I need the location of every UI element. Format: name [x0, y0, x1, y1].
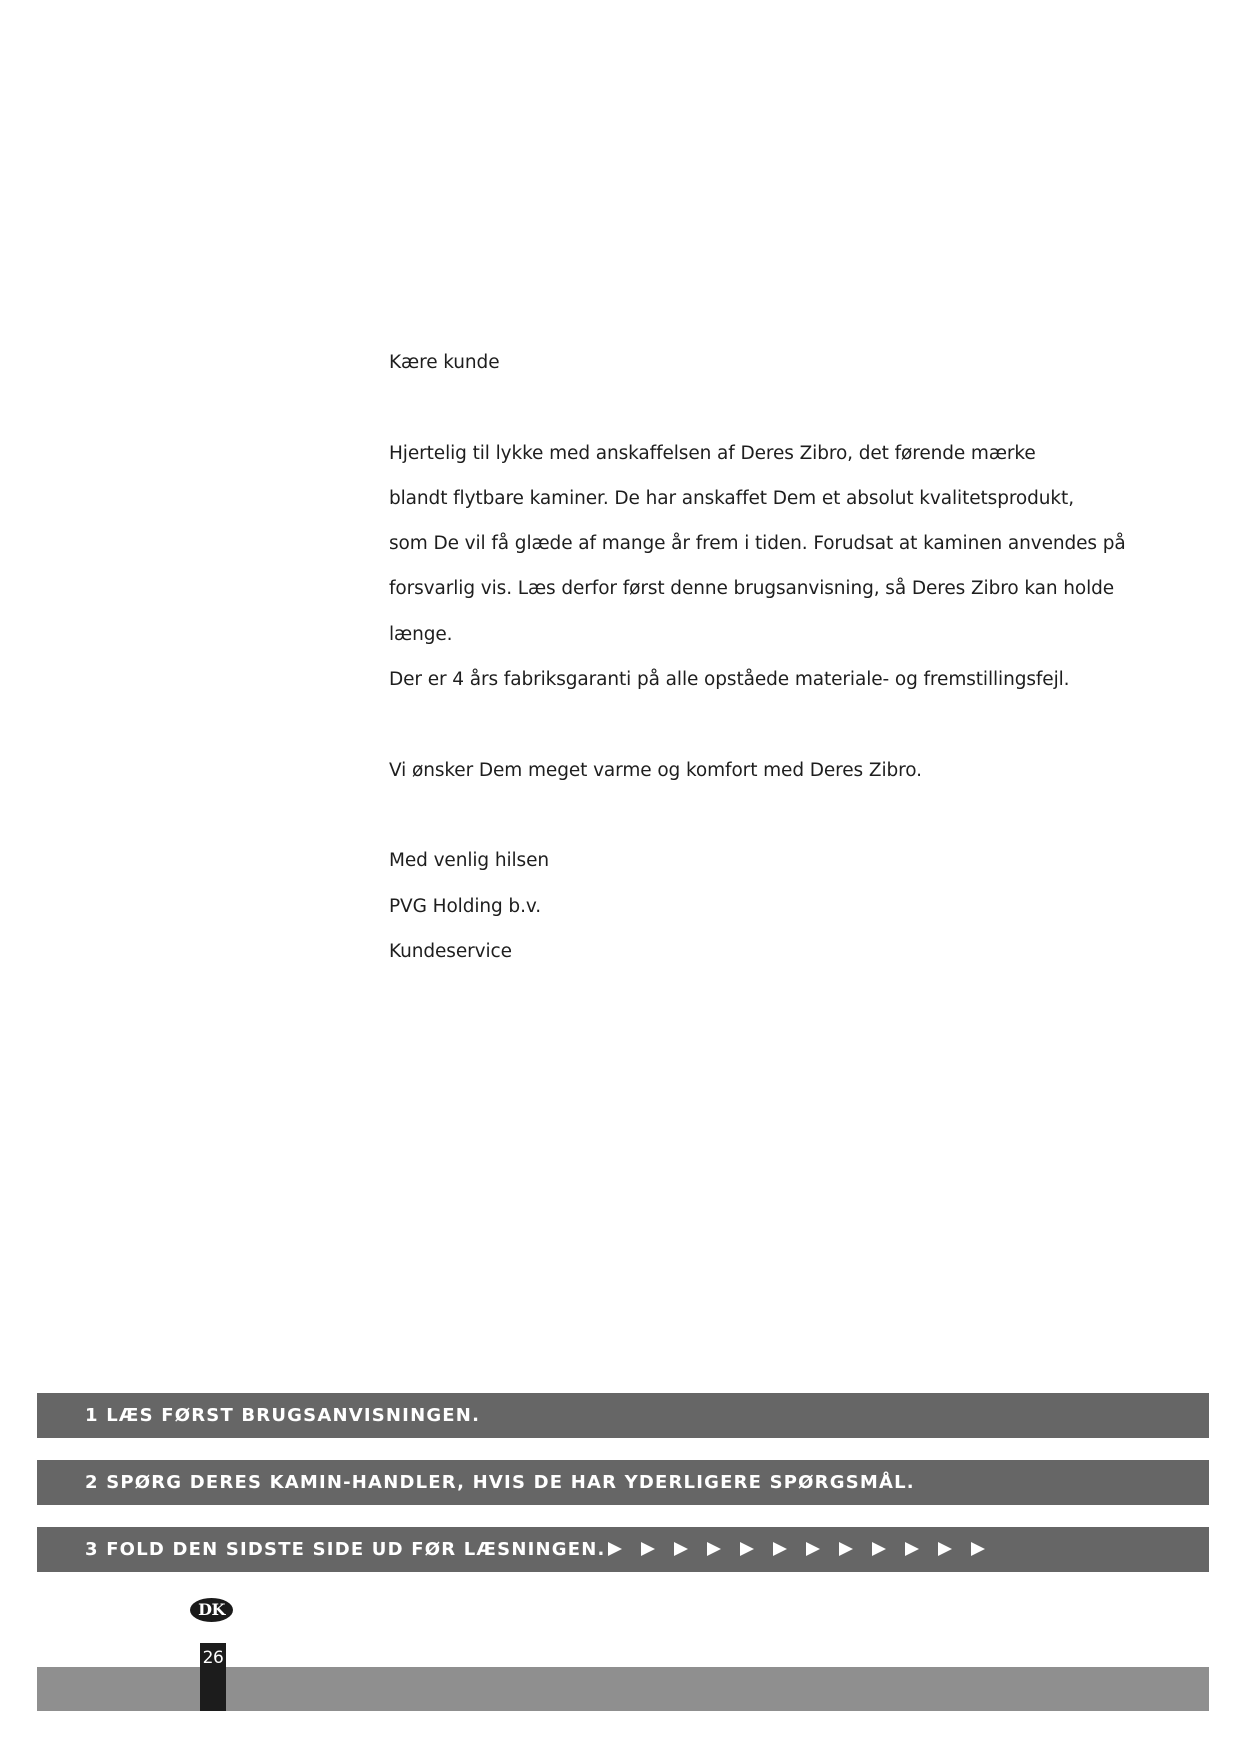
page-number: 26: [202, 1648, 224, 1668]
spacer: [389, 793, 1109, 838]
right-triangle-icon: [608, 1542, 622, 1556]
right-triangle-icon: [740, 1542, 754, 1556]
letter-line: Hjertelig til lykke med anskaffelsen af Deres Zibro, det førende mærke: [389, 442, 1036, 464]
right-triangle-icon: [938, 1542, 952, 1556]
instruction-step-1: 1 LÆS FØRST BRUGSANVISNINGEN.: [85, 1405, 481, 1426]
letter-company: PVG Holding b.v.: [389, 895, 542, 917]
letter-body: [389, 340, 1126, 974]
letter-line: Der er 4 års fabriksgaranti på alle opståede materiale- og fremstillingsfejl.: [389, 669, 1070, 691]
instruction-bar-3: [37, 1527, 1209, 1572]
language-badge: DK: [190, 1598, 233, 1622]
letter-closing: Med venlig hilsen: [389, 850, 549, 872]
right-triangle-icon: [839, 1542, 853, 1556]
letter-line: blandt flytbare kaminer. De har anskaffet Dem et absolut kvalitetsprodukt,: [389, 487, 1074, 509]
letter-line: længe.: [389, 623, 453, 645]
spacer: [389, 702, 1109, 747]
right-triangle-icon: [707, 1542, 721, 1556]
instruction-step-2: 2 SPØRG DERES KAMIN-HANDLER, HVIS DE HAR YDERLIGERE SPØRGSMÅL.: [85, 1472, 915, 1493]
right-triangle-icon: [971, 1542, 985, 1556]
arrow-row: [608, 1527, 991, 1556]
right-triangle-icon: [872, 1542, 886, 1556]
right-triangle-icon: [674, 1542, 688, 1556]
letter-line: forsvarlig vis. Læs derfor først denne brugsanvisning, så Deres Zibro kan holde: [389, 578, 1115, 600]
instruction-bar-2: [37, 1460, 1209, 1505]
right-triangle-icon: [905, 1542, 919, 1556]
letter-salutation: Kære kunde: [389, 352, 500, 373]
instruction-bar-1: [37, 1393, 1209, 1438]
letter-wish: Vi ønsker Dem meget varme og komfort med Deres Zibro.: [389, 759, 922, 781]
page-number-tab: [200, 1643, 226, 1711]
letter-department: Kundeservice: [389, 940, 512, 962]
letter-line: som De vil få glæde af mange år frem i tiden. Forudsat at kaminen anvendes på: [389, 533, 1126, 555]
right-triangle-icon: [773, 1542, 787, 1556]
right-triangle-icon: [641, 1542, 655, 1556]
right-triangle-icon: [806, 1542, 820, 1556]
spacer: [389, 385, 1109, 430]
instruction-step-3: 3 FOLD DEN SIDSTE SIDE UD FØR LÆSNINGEN.: [85, 1539, 606, 1560]
